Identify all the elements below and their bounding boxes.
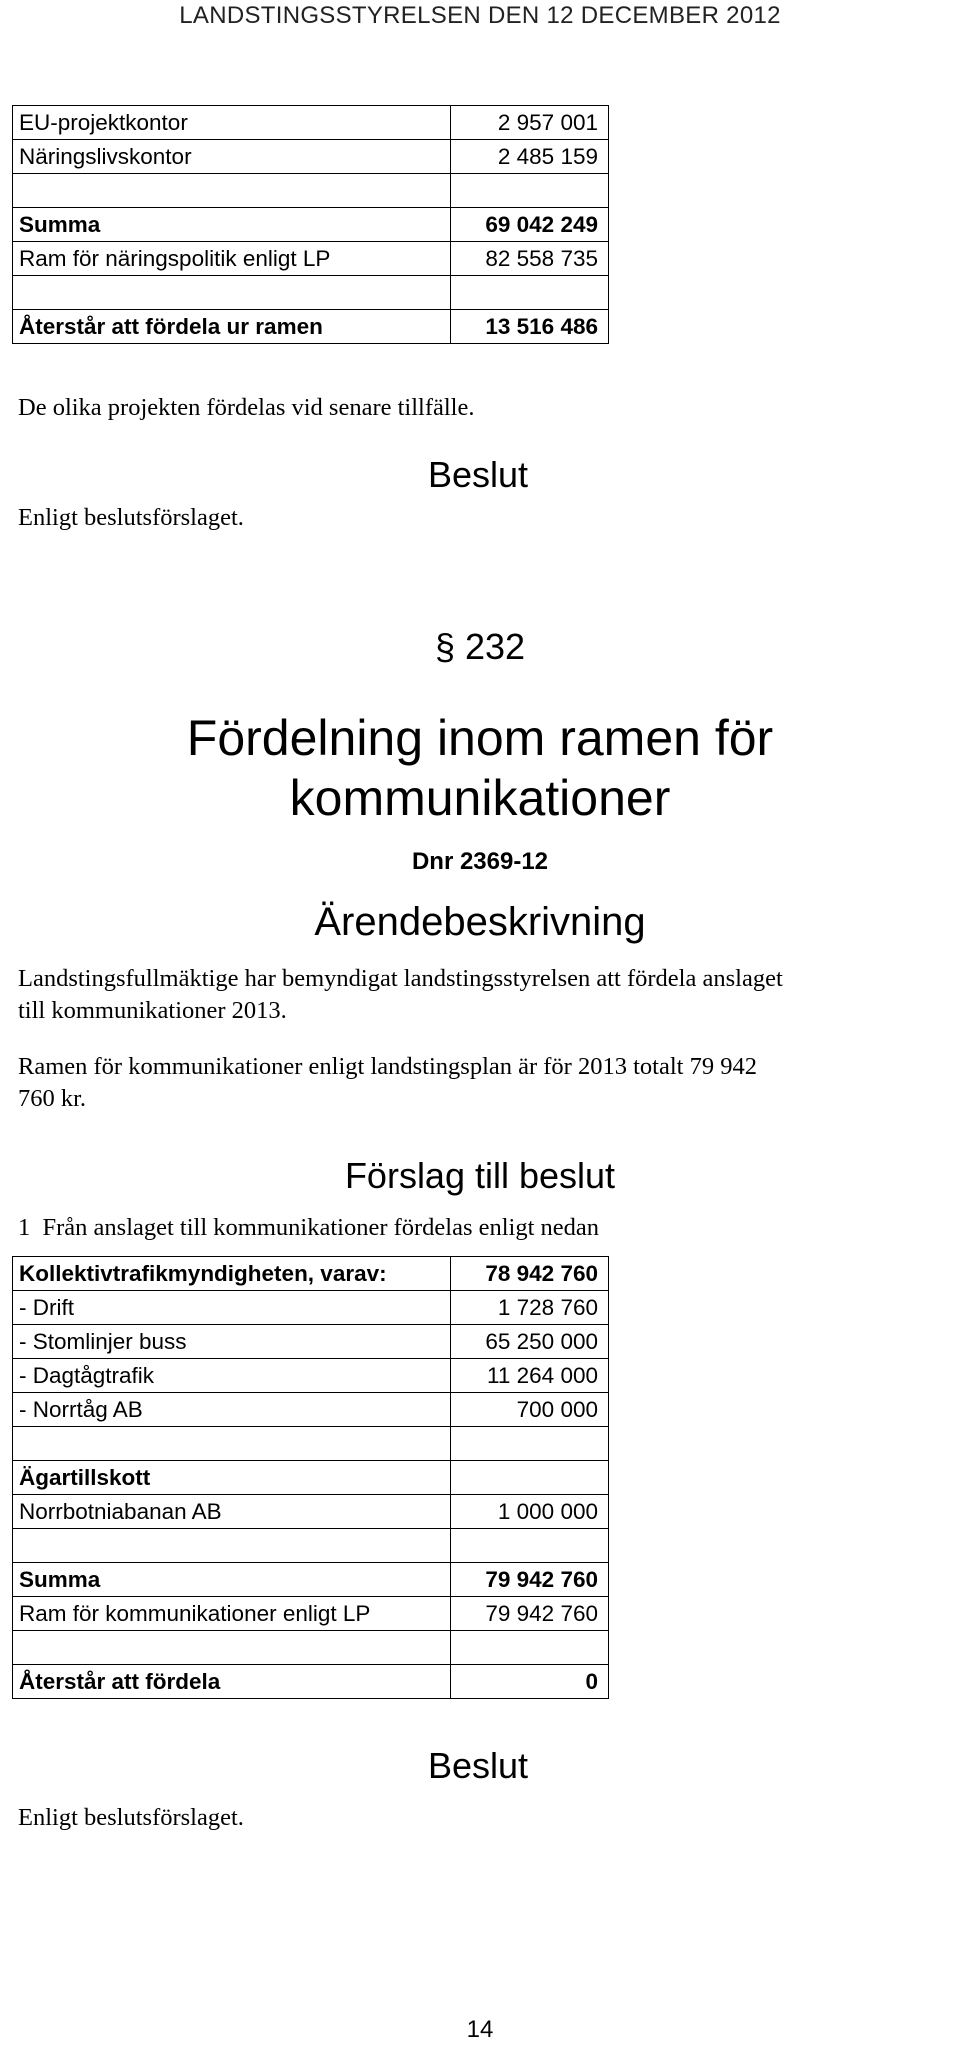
beslut-text: Enligt beslutsförslaget. — [18, 504, 244, 531]
table-row — [13, 1325, 609, 1359]
paragraph-sign-number: § 232 — [434, 626, 526, 667]
table-row — [13, 1563, 609, 1597]
row-amount — [451, 1461, 609, 1495]
budget-table-naringspolitik — [12, 105, 609, 344]
page-number: 14 — [466, 2016, 494, 2043]
description-p1-line2: till kommunikationer 2013. — [18, 997, 287, 1024]
table-row — [13, 1461, 609, 1495]
table-row — [13, 276, 609, 310]
row-label: Summa — [13, 1563, 451, 1597]
row-amount: 700 000 — [451, 1393, 609, 1427]
table-row — [13, 1427, 609, 1461]
table-row — [13, 1257, 609, 1291]
row-amount — [451, 1529, 609, 1563]
row-label: Ägartillskott — [13, 1461, 451, 1495]
table-row — [13, 310, 609, 344]
table-row — [13, 1597, 609, 1631]
row-label: - Drift — [13, 1291, 451, 1325]
row-label — [13, 1631, 451, 1665]
row-label: Norrbotniabanan AB — [13, 1495, 451, 1529]
forslag-item: 1 Från anslaget till kommunikationer fördelas enligt nedan — [18, 1214, 600, 1241]
row-label: Näringslivskontor — [13, 140, 451, 174]
row-label: Ram för näringspolitik enligt LP — [13, 242, 451, 276]
row-label: Kollektivtrafikmyndigheten, varav: — [13, 1257, 451, 1291]
table-row — [13, 1529, 609, 1563]
row-amount: 11 264 000 — [451, 1359, 609, 1393]
row-amount: 78 942 760 — [451, 1257, 609, 1291]
table-row — [13, 106, 609, 140]
row-label — [13, 1529, 451, 1563]
row-amount — [451, 1427, 609, 1461]
section-title — [0, 708, 960, 828]
row-amount: 2 485 159 — [451, 140, 609, 174]
description-p1-line1: Landstingsfullmäktige har bemyndigat landstingsstyrelsen att fördela anslaget — [18, 965, 783, 992]
budget-table-kommunikationer — [12, 1256, 609, 1699]
row-amount: 82 558 735 — [451, 242, 609, 276]
row-label — [13, 276, 451, 310]
note-text: De olika projekten fördelas vid senare tillfälle. — [18, 394, 475, 421]
table-row — [13, 1359, 609, 1393]
table-row — [13, 1393, 609, 1427]
row-label: Summa — [13, 208, 451, 242]
row-label — [13, 1427, 451, 1461]
row-label: - Dagtågtrafik — [13, 1359, 451, 1393]
row-label: Återstår att fördela ur ramen — [13, 310, 451, 344]
arendebeskrivning-heading: Ärendebeskrivning — [314, 900, 646, 944]
row-label: - Norrtåg AB — [13, 1393, 451, 1427]
row-amount: 65 250 000 — [451, 1325, 609, 1359]
row-amount: 79 942 760 — [451, 1597, 609, 1631]
section-title-line2: kommunikationer — [289, 770, 671, 826]
beslut-heading-2: Beslut — [428, 1745, 529, 1786]
dnr-label: Dnr 2369-12 — [411, 848, 549, 875]
description-p2-line2: 760 kr. — [18, 1085, 87, 1112]
row-amount: 69 042 249 — [451, 208, 609, 242]
table-row — [13, 208, 609, 242]
row-amount: 1 000 000 — [451, 1495, 609, 1529]
description-paragraph-2 — [18, 1051, 958, 1115]
row-label: - Stomlinjer buss — [13, 1325, 451, 1359]
table-row — [13, 1291, 609, 1325]
table-row — [13, 1631, 609, 1665]
table-row — [13, 242, 609, 276]
row-label: Ram för kommunikationer enligt LP — [13, 1597, 451, 1631]
page-header: LANDSTINGSSTYRELSEN DEN 12 DECEMBER 2012 — [179, 2, 781, 29]
row-label — [13, 174, 451, 208]
row-amount — [451, 1631, 609, 1665]
beslut-text-2: Enligt beslutsförslaget. — [18, 1804, 244, 1831]
section-number — [0, 626, 960, 668]
forslag-heading: Förslag till beslut — [344, 1155, 616, 1196]
section-title-line1: Fördelning inom ramen för — [186, 710, 774, 766]
table-row — [13, 140, 609, 174]
beslut-heading: Beslut — [428, 454, 529, 495]
description-paragraph-1 — [18, 963, 958, 1027]
row-amount: 1 728 760 — [451, 1291, 609, 1325]
row-label: EU-projektkontor — [13, 106, 451, 140]
description-p2-line1: Ramen för kommunikationer enligt landstingsplan är för 2013 totalt 79 942 — [18, 1053, 757, 1080]
row-amount: 79 942 760 — [451, 1563, 609, 1597]
row-label: Återstår att fördela — [13, 1665, 451, 1699]
row-amount — [451, 174, 609, 208]
row-amount: 0 — [451, 1665, 609, 1699]
table-row — [13, 174, 609, 208]
table-row — [13, 1665, 609, 1699]
row-amount: 13 516 486 — [451, 310, 609, 344]
row-amount — [451, 276, 609, 310]
table-row — [13, 1495, 609, 1529]
row-amount: 2 957 001 — [451, 106, 609, 140]
